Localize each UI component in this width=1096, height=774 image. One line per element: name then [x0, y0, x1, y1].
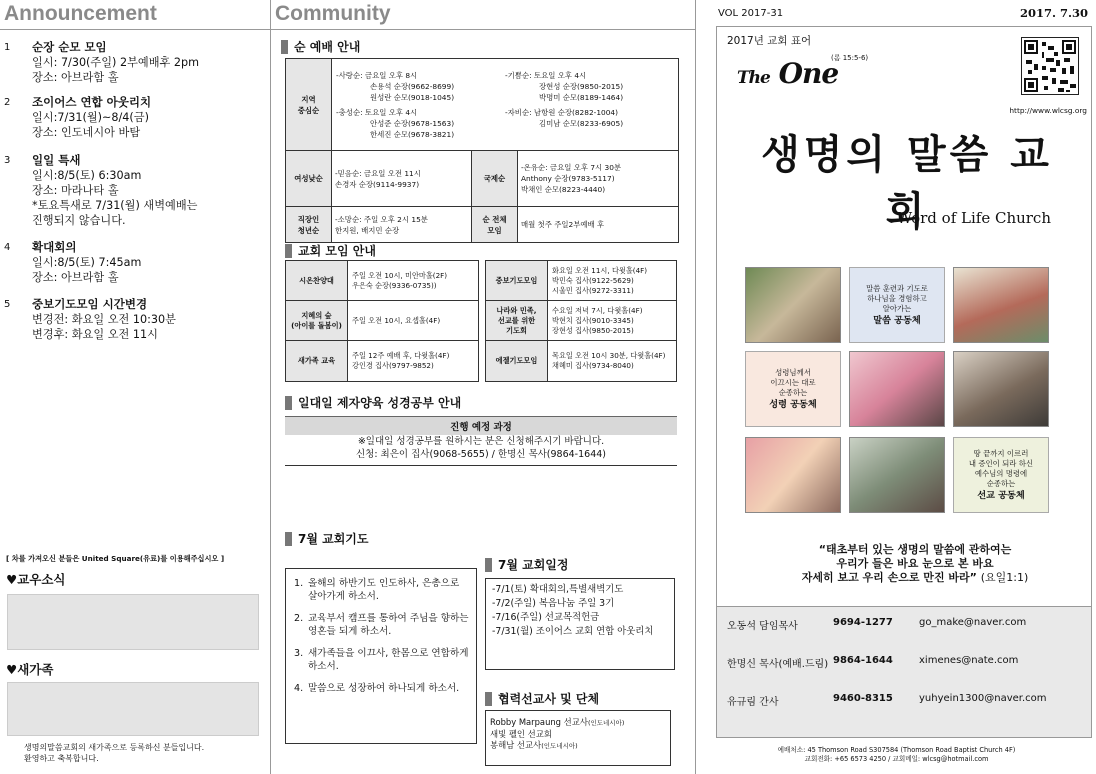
announcement-item-line: *토요특새로 7/31(월) 새벽예배는 [32, 199, 198, 212]
schedule-heading: 7월 교회일정 [485, 556, 569, 573]
community-photo [849, 437, 945, 513]
region-line: 김미남 순모(8233-6905) [539, 118, 624, 128]
region-line: -자비순: 남항원 순장(8282-1004) [505, 107, 619, 117]
community-column [270, 0, 695, 774]
contact-email[interactable]: ximenes@nate.com [919, 655, 1019, 666]
meeting-label: 나라와 민족, 선교를 위한 기도회 [486, 301, 548, 340]
women-label: 여성낮순 [286, 151, 332, 207]
announcement-item-line: 장소: 아브라함 홀 [32, 271, 119, 284]
worship-line: -믿음순: 금요일 오전 11시 [335, 168, 421, 178]
bulletin-column [695, 0, 1096, 774]
meeting-line: 주일 오전 10시, 요셉홀(4F) [352, 315, 441, 325]
community-photo [953, 267, 1049, 343]
mission-item: Robby Marpaung 선교사(인도네시아) [490, 717, 625, 727]
card-line: 말씀 훈련과 기도로 [866, 284, 928, 293]
word-community-card [849, 267, 945, 343]
study-bar: 진행 예정 과정 [285, 416, 677, 435]
worship-line: 손경자 순장(9114-9937) [335, 179, 420, 189]
card-line: 예수님의 명령에 [974, 469, 1028, 478]
meeting-info [348, 341, 478, 381]
announcement-title: Announcement [0, 0, 270, 30]
prayer-text: 올해의 하반기도 인도하사, 은총으로 살아가게 하소서. [308, 578, 460, 602]
worship-table [285, 58, 679, 243]
study-box [285, 416, 677, 466]
community-photo [745, 267, 841, 343]
region-line: -기쁨순: 토요일 오후 4시 [505, 70, 587, 80]
region-label: 지역 중심순 [286, 59, 332, 151]
community-title: Community [271, 0, 695, 30]
worship-line: -온유순: 금요일 오후 7시 30분 [521, 163, 622, 172]
announcement-item-line: 진행되지 않습니다. [32, 214, 126, 227]
newcomers-heading: ♥새가족 [6, 662, 54, 677]
parking-note: [ 차를 가져오신 분들은 United Square(유료)를 이용해주십시오 ] [6, 554, 225, 563]
mission-item: 봉해남 선교사(인도네시아) [490, 740, 578, 750]
announcement-item [4, 153, 266, 228]
qr-code-icon[interactable] [1021, 37, 1079, 95]
meeting-label: 에젤기도모임 [486, 341, 548, 381]
heading-bar [285, 396, 292, 410]
worship-line: 박채인 순모(8223-4440) [521, 185, 606, 194]
announcement-item-line: 일시: 7/30(주일) 2부예배후 2pm [32, 56, 199, 69]
card-title: 말씀 공동체 [873, 315, 921, 326]
card-title: 선교 공동체 [977, 490, 1025, 501]
contact-name: 한명신 목사(예배.드림) [727, 659, 829, 670]
cover-frame [716, 26, 1092, 606]
member-news-box [7, 594, 259, 650]
mission-tag: (인도네시아) [541, 742, 578, 750]
church-name-english: Word of Life Church [896, 209, 1051, 227]
bulletin-date: 2017. 7.30 [1019, 6, 1088, 20]
meeting-line: 시울민 집사(9272-3311) [552, 285, 634, 295]
contact-phone: 9864-1644 [833, 655, 893, 666]
prayer-item [290, 612, 470, 638]
meeting-line: 주일 오전 10시, 미안마홀(2F) [352, 270, 448, 280]
announcement-item-title: 확대회의 [32, 240, 77, 254]
announcement-item-line: 장소: 인도네시아 바탐 [32, 126, 141, 139]
announcement-column [0, 0, 270, 774]
announcement-item-title: 중보기도모임 시간변경 [32, 297, 148, 311]
announcement-number: 4 [4, 242, 11, 253]
meeting-row [286, 261, 478, 301]
worship-line: Anthony 순장(9783-5117) [521, 174, 615, 183]
card-line: 땅 끝까지 이르러 [973, 449, 1029, 458]
spirit-community-card [745, 351, 841, 427]
meeting-row [486, 341, 676, 381]
region-group [336, 70, 505, 103]
meetings-right [485, 260, 677, 382]
meeting-label: 시온찬양대 [286, 261, 348, 300]
card-line: 성령님께서 [775, 368, 811, 377]
announcement-item-line: 일시:7/31(월)~8/4(금) [32, 111, 149, 124]
intl-label: 국제순 [472, 151, 518, 207]
meeting-line: 목요일 오전 10시 30분, 다윗홀(4F) [552, 351, 666, 360]
contact-email[interactable]: yuhyein1300@naver.com [919, 693, 1047, 704]
newcomer-footer: 생명의말씀교회의 새가족으로 등록하신 분들입니다. 환영하고 축복합니다. [24, 743, 205, 763]
meeting-row [486, 301, 676, 341]
prayer-text: 말씀으로 성장하여 하나되게 하소서. [308, 683, 460, 694]
announcement-number: 5 [4, 299, 11, 310]
region-group [505, 70, 674, 103]
announcement-body [32, 95, 266, 140]
announcement-number: 1 [4, 42, 11, 53]
meeting-label: 지혜의 숲 (아이를 돌봄이) [286, 301, 348, 340]
motto-label: 2017년 교회 표어 [727, 35, 812, 47]
prayer-heading: 7월 교회기도 [285, 530, 369, 547]
prayer-number: 1. [294, 578, 304, 589]
worship-heading: 순 예배 안내 [281, 38, 360, 55]
missions-box [485, 710, 671, 766]
study-heading: 일대일 제자양육 성경공부 안내 [285, 394, 461, 411]
prayer-text: 새가족들을 이끄사, 한몸으로 연합하게 하소서. [308, 648, 469, 672]
announcement-number: 2 [4, 97, 11, 108]
meeting-line: 우은숙 순장(9336-0735)) [352, 280, 437, 290]
prayer-item [290, 682, 470, 695]
contact-row [727, 655, 1083, 670]
meeting-line: 박현치 집사(9010-3345) [552, 315, 634, 325]
prayer-item [290, 647, 470, 673]
heading-bar [285, 532, 292, 546]
meeting-line: 박민숙 집사(9122-5629) [552, 275, 634, 285]
church-url[interactable]: http://www.wlcsg.org [1009, 106, 1087, 115]
schedule-box [485, 578, 675, 670]
study-line: ※일대일 성경공부를 원하시는 분은 신청해주시기 바랍니다. [357, 436, 605, 447]
prayer-number: 3. [294, 648, 304, 659]
prayer-number: 4. [294, 683, 304, 694]
announcement-item-title: 조이어스 연합 아웃리치 [32, 95, 152, 109]
contact-row [727, 693, 1083, 708]
prayer-number: 2. [294, 613, 304, 624]
scripture-quote: “태초부터 있는 생명의 말씀에 관하여는 우리가 들은 바요 눈으로 본 바요 자세히 보고 우리 손으로 만진 바라” (요일1:1) [801, 543, 1029, 584]
card-line: 순종하는 [986, 479, 1016, 488]
mission-item: 새빛 펠인 선교회 [490, 729, 552, 739]
address-block: 예배처소: 45 Thomson Road S307584 (Thomson Road Baptist Church 4F) 교회전화: +65 6573 4250 / 교회메일: wlcsg@hotmail.com [777, 746, 1016, 763]
meeting-heading: 교회 모임 안내 [285, 242, 376, 259]
announcement-body [32, 40, 266, 85]
announcement-number: 3 [4, 155, 11, 166]
contact-name: 오동석 담임목사 [727, 621, 798, 632]
meeting-row [286, 341, 478, 381]
announcement-item-line: 일시:8/5(토) 6:30am [32, 169, 142, 182]
meeting-line: 장현성 집사(9850-2015) [552, 325, 634, 335]
announcement-body [32, 297, 266, 342]
meeting-line: 강인경 집사(9797-9852) [352, 361, 434, 370]
theone-logo: The One [737, 57, 839, 90]
announcement-item-title: 순장 순모 모임 [32, 40, 107, 54]
young-label: 직장인 청년순 [286, 207, 332, 243]
meeting-label: 중보기도모임 [486, 261, 548, 300]
contact-name: 유규림 간사 [727, 697, 779, 708]
meeting-info [548, 261, 676, 300]
announcement-item-line: 일시:8/5(토) 7:45am [32, 256, 142, 269]
community-photo [849, 351, 945, 427]
meeting-label: 새가족 교육 [286, 341, 348, 381]
announcement-item-line: 변경전: 화요일 오전 10:30분 [32, 313, 176, 326]
heading-bar [485, 558, 492, 572]
schedule-item: -7/2(주일) 복음나눔 주일 3기 [492, 598, 615, 609]
meeting-info [348, 301, 478, 340]
heading-bar [285, 244, 292, 258]
region-line: 장현성 순장(9850-2015) [539, 81, 624, 91]
announcement-item [4, 40, 266, 85]
region-group [505, 107, 674, 140]
worship-line: 한지원, 배지민 순장 [335, 225, 400, 235]
community-photo [745, 437, 841, 513]
meeting-row [486, 261, 676, 301]
mission-tag: (인도네시아) [587, 719, 625, 727]
church-name-korean: 생명의 말씀 교회 [761, 131, 1053, 235]
worship-line: -소망순: 주일 오후 2시 15분 [335, 214, 428, 224]
meetings-left [285, 260, 479, 382]
region-line: 안성준 순장(9678-1563) [370, 118, 455, 128]
volume-label: VOL 2017-31 [718, 8, 784, 19]
announcement-item [4, 95, 266, 140]
region-line: 손용석 순장(9662-8699) [370, 81, 455, 91]
heading-bar [281, 40, 288, 54]
schedule-item: -7/16(주일) 선교목적헌금 [492, 612, 600, 623]
region-line: 박명미 순모(8189-1464) [539, 92, 624, 102]
card-line: 이끄시는 대로 [770, 378, 816, 387]
young-cell [332, 207, 472, 243]
contact-phone: 9694-1277 [833, 617, 893, 628]
member-news-heading: ♥교우소식 [6, 572, 66, 587]
intl-cell [518, 151, 679, 207]
announcement-item-line: 장소: 마라나타 홀 [32, 184, 119, 197]
meeting-line: 채혜미 집사(9734-8040) [552, 361, 634, 370]
card-line: 내 증인이 되라 하신 [968, 459, 1034, 468]
contact-row [727, 617, 1083, 632]
meeting-line: 주일 12주 예배 후, 다윗홀(4F) [352, 351, 450, 360]
card-line: 순종하는 [778, 388, 808, 397]
heading-bar [485, 692, 492, 706]
region-line: 원성란 순모(9018-1045) [370, 92, 455, 102]
contact-phone: 9460-8315 [833, 693, 893, 704]
prayer-item [290, 577, 470, 603]
announcement-item-line: 장소: 아브라함 홀 [32, 71, 119, 84]
mission-community-card [953, 437, 1049, 513]
meeting-row [286, 301, 478, 341]
meeting-info [348, 261, 478, 300]
announcement-item-title: 일일 특새 [32, 153, 81, 167]
meeting-line: 화요일 오전 11시, 다윗홀(4F) [552, 265, 648, 275]
card-line: 알아가는 [882, 304, 912, 313]
newcomers-box [7, 682, 259, 736]
women-cell [332, 151, 472, 207]
region-line: -사랑순: 금요일 오후 8시 [336, 70, 418, 80]
schedule-item: -7/31(월) 조이어스 교회 연합 아웃리치 [492, 626, 654, 637]
card-line: 하나님을 경험하고 [867, 294, 927, 303]
region-cell [332, 59, 679, 151]
meeting-info [548, 301, 676, 340]
announcement-item [4, 297, 266, 342]
announcement-item [4, 240, 266, 285]
schedule-item: -7/1(토) 확대회의,특별새벽기도 [492, 584, 624, 595]
region-line: -충성순: 토요일 오후 4시 [336, 107, 418, 117]
announcement-body [32, 153, 266, 228]
region-group [336, 107, 505, 140]
meeting-info [548, 341, 676, 381]
meeting-line: 수요일 저녁 7시, 다윗홀(4F) [552, 305, 643, 315]
contact-email[interactable]: go_make@naver.com [919, 617, 1027, 628]
prayer-text: 교육부서 캠프를 통하여 주님을 향하는 영혼들 되게 하소서. [308, 613, 469, 637]
verse-ref: (롬 15:5-6) [831, 54, 869, 62]
missions-heading: 협력선교사 및 단체 [485, 690, 599, 707]
community-photo [953, 351, 1049, 427]
all-label: 순 전체 모임 [472, 207, 518, 243]
announcement-item-line: 변경후: 화요일 오전 11시 [32, 328, 158, 341]
study-line: 신청: 최은이 집사(9068-5655) / 한명신 목사(9864-1644) [285, 448, 677, 466]
all-cell: 매월 첫주 주일2부예배 후 [518, 207, 679, 243]
card-title: 성령 공동체 [769, 399, 817, 410]
region-line: 한세진 순모(9678-3821) [370, 129, 455, 139]
contact-box [716, 606, 1092, 738]
prayer-list [285, 568, 477, 744]
announcement-body [32, 240, 266, 285]
